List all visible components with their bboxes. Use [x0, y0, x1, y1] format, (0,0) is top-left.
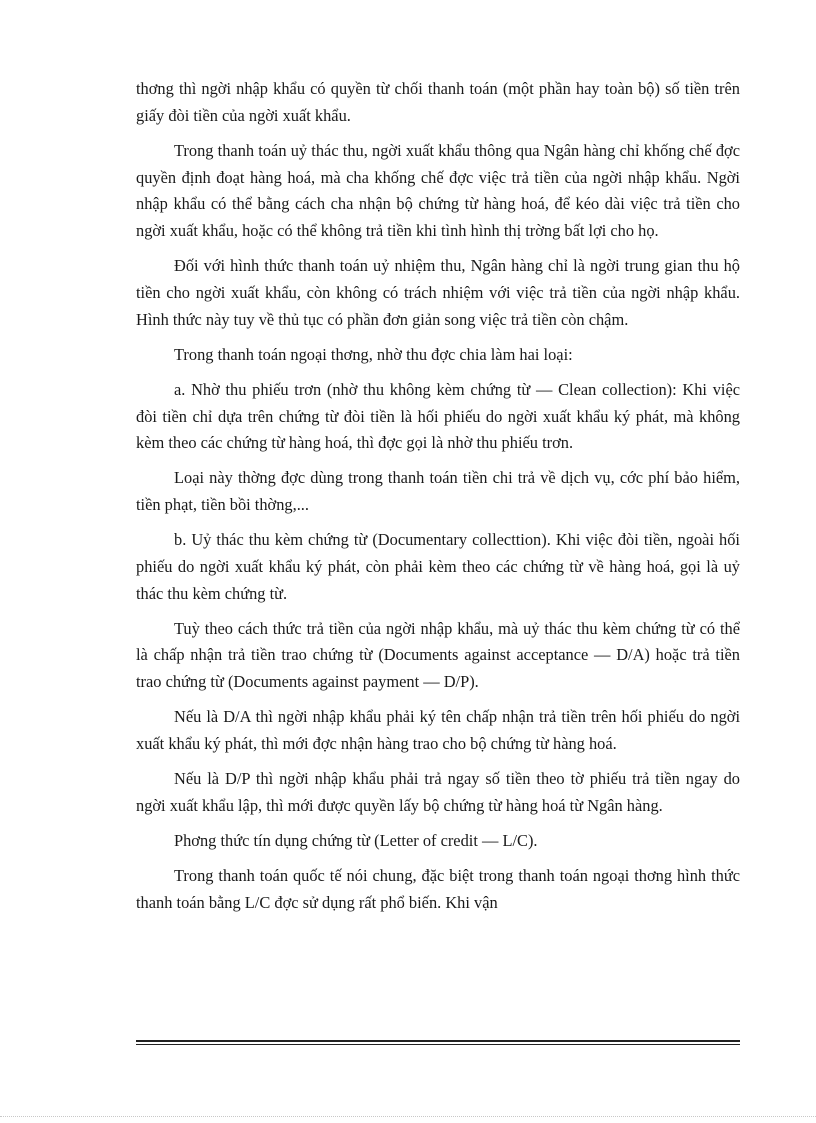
footer-double-rule: [136, 1040, 740, 1045]
paragraph-11: Phơng thức tín dụng chứng từ (Letter of credit — L/C).: [174, 830, 538, 850]
page-bottom-dotted-line: [0, 1116, 816, 1117]
paragraph-1: thơng thì ngời nhập khẩu có quyền từ chối thanh toán (một phần hay toàn bộ) số tiền trên giấy đòi tiền của ngời xuất khẩu.: [136, 79, 740, 125]
paragraph-10: Nếu là D/P thì ngời nhập khẩu phải trả ngay số tiền theo tờ phiếu trả tiền ngay do ngời xuất khẩu lập, thì mới được quyền lấy bộ chứng từ hàng hoá từ Ngân hàng.: [136, 769, 740, 815]
paragraph-9: Nếu là D/A thì ngời nhập khẩu phải ký tên chấp nhận trả tiền trên hối phiếu do ngời xuất khẩu ký phát, thì mới đợc nhận hàng trao cho bộ chứng từ hàng hoá.: [136, 707, 740, 754]
paragraph-8: Tuỳ theo cách thức trả tiền của ngời nhập khẩu, mà uỷ thác thu kèm chứng từ có thể là chấp nhận trả tiền trao chứng từ (Documents against acceptance — D/A) hoặc trả tiền trao chứng từ (Documents against payment — D/P).: [136, 618, 740, 692]
paragraph-3: Đối với hình thức thanh toán uỷ nhiệm thu, Ngân hàng chỉ là ngời trung gian thu hộ tiền cho ngời xuất khẩu, còn không có trách nhiệm với việc trả tiền của ngời nhập khẩu. Hình thức này tuy về thủ tục có phần đơn giản song việc trả tiền còn chậm.: [136, 256, 740, 329]
document-body: [136, 76, 740, 925]
paragraph-2: Trong thanh toán uỷ thác thu, ngời xuất khẩu thông qua Ngân hàng chỉ khống chế đợc quyền định đoạt hàng hoá, mà cha khống chế đợc việc trả tiền của ngời nhập khẩu. Ngời nhập khẩu có thể bằng cách cha nhận bộ chứng từ hàng hoá, để kéo dài việc trả tiền cho ngời xuất khẩu, hoặc có thể không trả tiền khi tình hình thị trờng bất lợi cho họ.: [136, 140, 740, 241]
paragraph-12: Trong thanh toán quốc tế nói chung, đặc biệt trong thanh toán ngoại thơng hình thức thanh toán bằng L/C đợc sử dụng rất phổ biến. Khi vận: [136, 865, 740, 912]
paragraph-7: b. Uỷ thác thu kèm chứng từ (Documentary collecttion). Khi việc đòi tiền, ngoài hối phiếu do ngời xuất khẩu ký phát, còn phải kèm theo các chứng từ về hàng hoá, gọi là uỷ thác thu kèm chứng từ.: [136, 530, 740, 603]
paragraph-5: a. Nhờ thu phiếu trơn (nhờ thu không kèm chứng từ — Clean collection): Khi việc đòi tiền chỉ dựa trên chứng từ đòi tiền là hối phiếu do ngời xuất khẩu ký phát, mà không kèm theo các chứng từ hàng hoá, thì đợc gọi là nhờ thu phiếu trơn.: [136, 379, 740, 453]
paragraph-4: Trong thanh toán ngoại thơng, nhờ thu đợc chia làm hai loại:: [174, 344, 573, 364]
paragraph-6: Loại này thờng đợc dùng trong thanh toán tiền chi trả về dịch vụ, cớc phí bảo hiểm, tiền phạt, tiền bồi thờng,...: [136, 468, 740, 515]
